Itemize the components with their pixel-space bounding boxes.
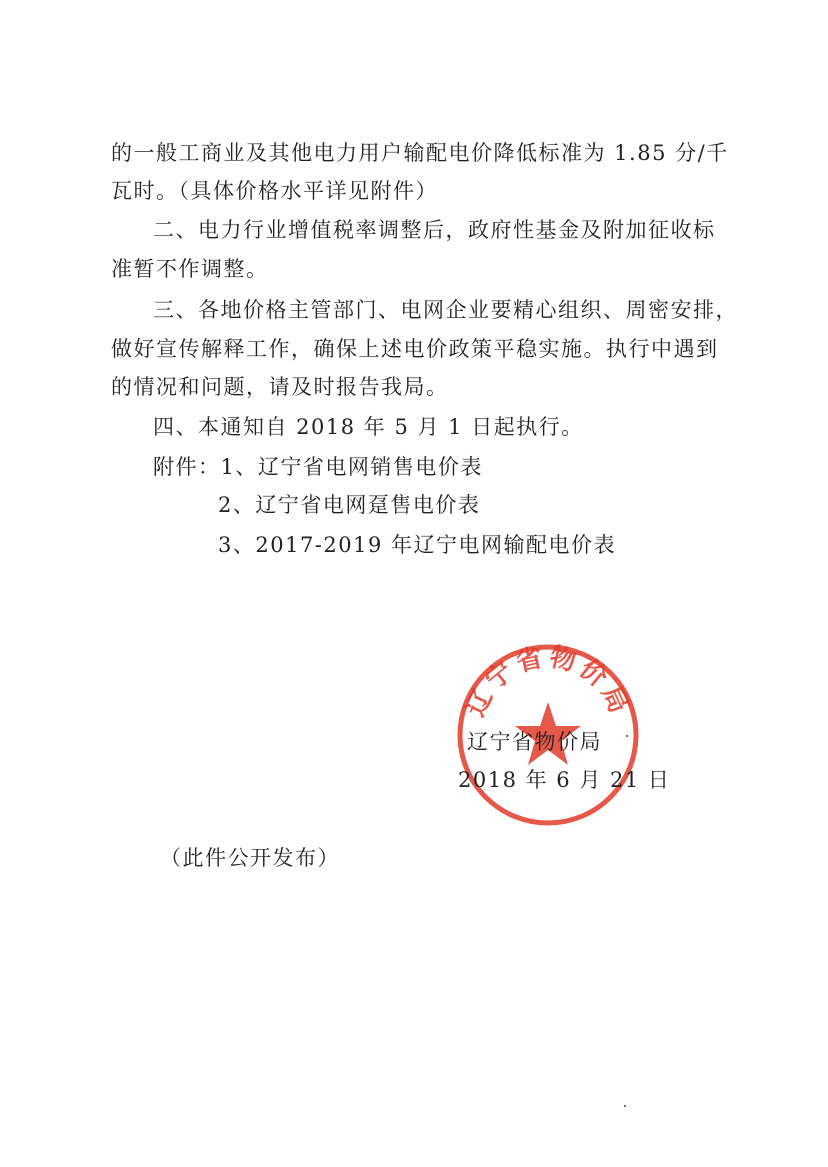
paragraph2-line1: 二、电力行业增值税率调整后，政府性基金及附加征收标: [153, 218, 716, 242]
scan-speck: [624, 1105, 626, 1107]
issue-date: 2018 年 6 月 21 日: [458, 768, 671, 792]
disclosure-note: （此件公开发布）: [160, 846, 340, 870]
paragraph1-line1: 的一般工商业及其他电力用户输配电价降低标准为 1.85 分/千: [111, 141, 729, 165]
scan-speck: [626, 735, 628, 737]
paragraph3-line2: 做好宣传解释工作，确保上述电价政策平稳实施。执行中遇到: [111, 337, 719, 361]
paragraph4: 四、本通知自 2018 年 5 月 1 日起执行。: [153, 415, 584, 439]
issuer-name: 辽宁省物价局: [467, 730, 602, 754]
paragraph2-line2: 准暂不作调整。: [111, 257, 269, 281]
attachment-item3: 3、2017-2019 年辽宁电网输配电价表: [218, 533, 617, 557]
svg-text:辽宁省物价局: 辽宁省物价局: [460, 642, 636, 722]
paragraph3-line3: 的情况和问题，请及时报告我局。: [111, 375, 449, 399]
attachment-item2: 2、辽宁省电网趸售电价表: [218, 493, 481, 517]
paragraph3-line1: 三、各地价格主管部门、电网企业要精心组织、周密安排，: [153, 298, 738, 322]
paragraph1-line2: 瓦时。（具体价格水平详见附件）: [111, 179, 438, 203]
attachment-item1: 附件：1、辽宁省电网销售电价表: [153, 455, 483, 479]
